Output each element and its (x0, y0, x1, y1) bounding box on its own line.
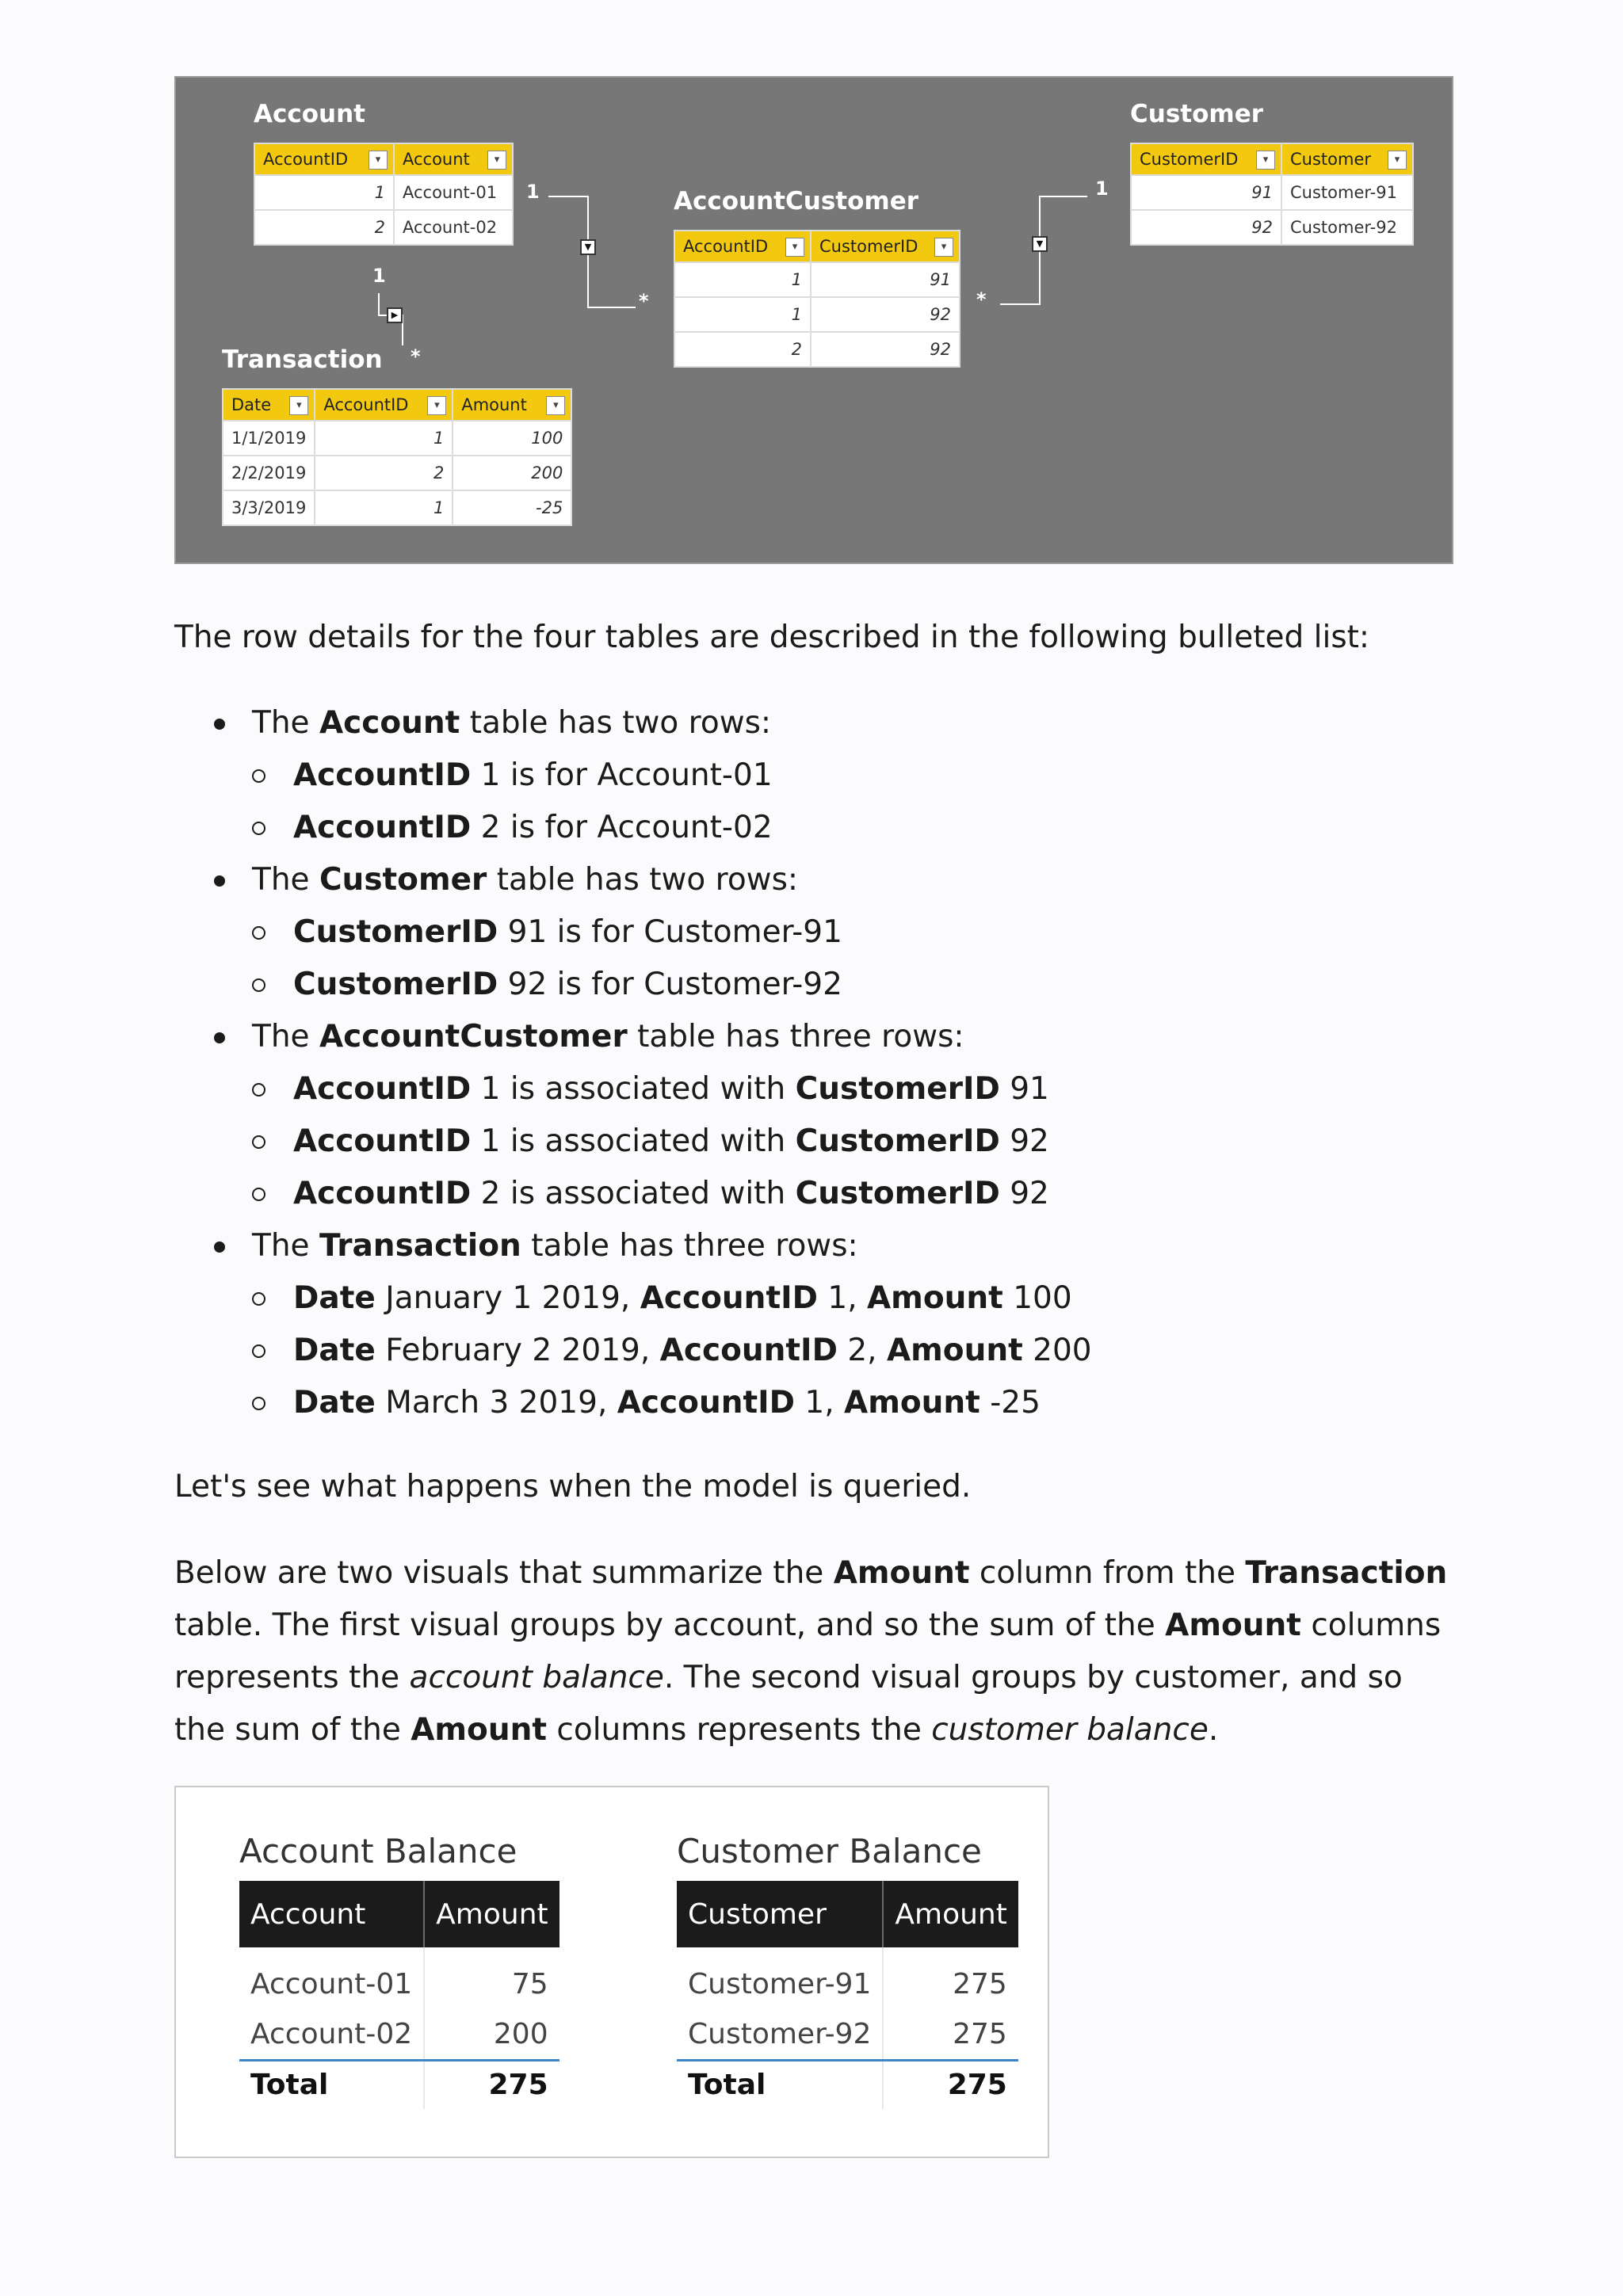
accountcustomer-col-customerid[interactable]: CustomerID ▾ (811, 231, 960, 262)
table-row (223, 490, 571, 525)
list-item: The Transaction table has three rows: (252, 1220, 1441, 1272)
transaction-col-date[interactable]: Date ▾ (223, 389, 315, 421)
table-cell: 1/1/2019 (223, 421, 315, 456)
table-cell: 1 (674, 297, 811, 332)
customer-col-customer[interactable]: Customer ▾ (1281, 143, 1413, 175)
col-account[interactable]: Account (239, 1881, 424, 1947)
table-row (223, 456, 571, 490)
accountcustomer-table-title: AccountCustomer (674, 187, 919, 215)
cardinality-one-label: 1 (372, 265, 386, 287)
table-cell: Account-01 (250, 1967, 413, 2000)
table-cell: 275 (883, 2060, 1018, 2109)
table-cell: 92 (1131, 210, 1281, 245)
table-cell: Account-01 (394, 175, 513, 210)
report-visuals (174, 1786, 1049, 2158)
account-balance-table (239, 1881, 559, 2109)
table-row (674, 297, 960, 332)
query-paragraph: Let's see what happens when the model is queried. (174, 1469, 972, 1505)
table-cell: 275 (883, 2009, 1018, 2060)
table-row (254, 210, 513, 245)
table-cell: 92 (811, 332, 960, 367)
table-row (239, 1958, 559, 2009)
table-cell: 2 (254, 210, 394, 245)
cardinality-many-label: * (639, 290, 649, 312)
list-item: AccountID 2 is associated with CustomerID 92 (252, 1168, 1441, 1220)
dropdown-icon[interactable]: ▾ (934, 238, 953, 257)
account-balance-title: Account Balance (239, 1832, 517, 1871)
dropdown-icon[interactable]: ▾ (289, 396, 308, 415)
table-cell: Total (239, 2060, 424, 2109)
list-item: The Customer table has two rows: (252, 854, 1441, 906)
customer-balance-title: Customer Balance (677, 1832, 982, 1871)
customer-col-customerid[interactable]: CustomerID ▾ (1131, 143, 1281, 175)
filter-direction-icon: ▼ (1032, 236, 1048, 252)
table-row (254, 175, 513, 210)
table-cell: 92 (811, 297, 960, 332)
account-table-title: Account (254, 100, 365, 128)
table-row (1131, 210, 1413, 245)
table-cell: 91 (811, 262, 960, 297)
table-cell: 1 (315, 490, 453, 525)
table-cell: 2 (674, 332, 811, 367)
table-cell: 1 (254, 175, 394, 210)
table-cell: 1 (674, 262, 811, 297)
dropdown-icon[interactable]: ▾ (369, 151, 388, 170)
customer-table-title: Customer (1130, 100, 1264, 128)
account-col-accountid[interactable]: AccountID ▾ (254, 143, 394, 175)
accountcustomer-col-accountid[interactable]: AccountID ▾ (674, 231, 811, 262)
cardinality-one-label: 1 (1095, 177, 1109, 200)
table-cell: 275 (424, 2060, 559, 2109)
transaction-table (222, 388, 572, 526)
table-cell: Account-02 (250, 2017, 413, 2050)
customer-balance-table (677, 1881, 1018, 2109)
cardinality-many-label: * (411, 345, 421, 368)
table-cell: Account-02 (394, 210, 513, 245)
table-row (223, 421, 571, 456)
dropdown-icon[interactable]: ▾ (1256, 151, 1275, 170)
transaction-table-title: Transaction (222, 345, 383, 374)
dropdown-icon[interactable]: ▾ (1388, 151, 1407, 170)
accountcustomer-table (674, 230, 960, 368)
table-row (677, 1958, 1018, 2009)
dropdown-icon[interactable]: ▾ (546, 396, 565, 415)
table-row (677, 2009, 1018, 2060)
summary-paragraph: Below are two visuals that summarize the Amount column from the Transaction table. The first visual groups by account, and so the sum of the Amount columns represents the account balance. The second visual groups by customer, and so the sum of the Amount columns represents the customer balance. (174, 1555, 1448, 1748)
table-cell: 91 (1131, 175, 1281, 210)
total-row (677, 2060, 1018, 2109)
table-cell: Total (677, 2060, 883, 2109)
table-cell: 100 (453, 421, 571, 456)
list-item: Date March 3 2019, AccountID 1, Amount -25 (252, 1377, 1441, 1429)
model-diagram (174, 76, 1453, 564)
list-item: CustomerID 92 is for Customer-92 (252, 959, 1441, 1011)
list-item: AccountID 1 is for Account-01 (252, 749, 1441, 802)
account-col-account[interactable]: Account ▾ (394, 143, 513, 175)
filter-direction-icon: ▼ (580, 239, 596, 255)
transaction-col-accountid[interactable]: AccountID ▾ (315, 389, 453, 421)
account-table (254, 143, 514, 246)
table-cell: Customer-92 (688, 2017, 872, 2050)
dropdown-icon[interactable]: ▾ (487, 151, 506, 170)
table-cell: 1 (315, 421, 453, 456)
list-item: The Account table has two rows: (252, 697, 1441, 749)
col-customer[interactable]: Customer (677, 1881, 883, 1947)
list-item: AccountID 2 is for Account-02 (252, 802, 1441, 854)
table-row (674, 262, 960, 297)
table-cell: 2 (315, 456, 453, 490)
table-cell: 275 (883, 1958, 1018, 2009)
col-amount[interactable]: Amount (883, 1881, 1018, 1947)
intro-paragraph: The row details for the four tables are described in the following bulleted list: (174, 620, 1370, 655)
cardinality-one-label: 1 (526, 181, 540, 203)
total-row (239, 2060, 559, 2109)
list-item: AccountID 1 is associated with CustomerID 92 (252, 1116, 1441, 1168)
table-row (1131, 175, 1413, 210)
table-cell: 200 (453, 456, 571, 490)
filter-direction-icon: ▶ (387, 307, 403, 323)
table-cell: Customer-91 (688, 1967, 872, 2000)
table-cell: 2/2/2019 (223, 456, 315, 490)
list-item: CustomerID 91 is for Customer-91 (252, 906, 1441, 959)
table-cell: 75 (424, 1958, 559, 2009)
list-item: AccountID 1 is associated with CustomerID 91 (252, 1063, 1441, 1116)
list-item: The AccountCustomer table has three rows: (252, 1011, 1441, 1063)
transaction-col-amount[interactable]: Amount ▾ (453, 389, 571, 421)
dropdown-icon[interactable]: ▾ (427, 396, 446, 415)
table-cell: 3/3/2019 (223, 490, 315, 525)
table-row (239, 2009, 559, 2060)
customer-table (1130, 143, 1414, 246)
list-item: Date January 1 2019, AccountID 1, Amount 100 (252, 1272, 1441, 1325)
table-cell: Customer-91 (1281, 175, 1413, 210)
row-details-list (252, 697, 1441, 1429)
list-item: Date February 2 2019, AccountID 2, Amount 200 (252, 1325, 1441, 1377)
col-amount[interactable]: Amount (424, 1881, 559, 1947)
cardinality-many-label: * (976, 288, 987, 311)
table-cell: Customer-92 (1281, 210, 1413, 245)
table-cell: 200 (424, 2009, 559, 2060)
table-row (674, 332, 960, 367)
dropdown-icon[interactable]: ▾ (785, 238, 804, 257)
table-cell: -25 (453, 490, 571, 525)
